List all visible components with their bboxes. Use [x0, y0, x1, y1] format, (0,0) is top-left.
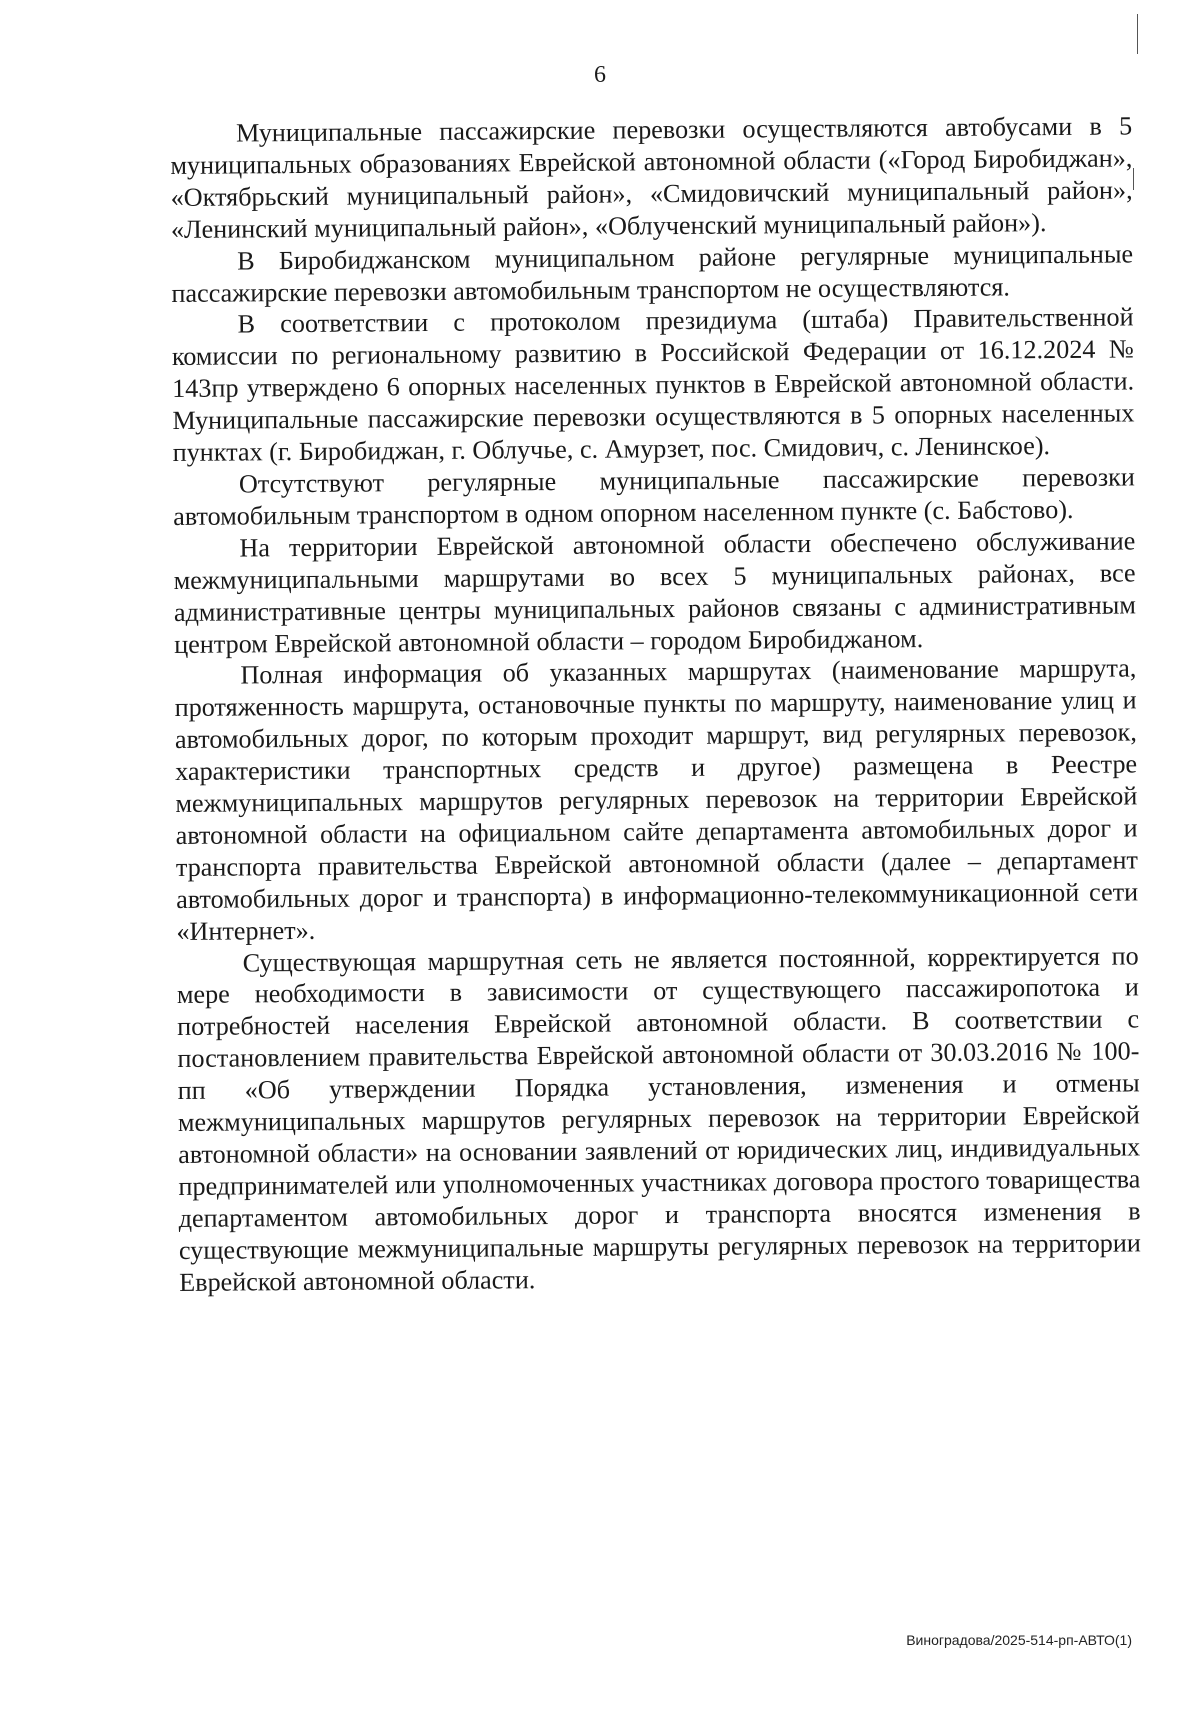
paragraph: Существующая маршрутная сеть не является постоянной, корректируется по мере необходимости в зависимости от существующего пассажиропотока и потребностей населения Еврейской автономной области. В соответствии с постановлением правительства Еврейской автономной области от 30.03.2016 № 100-пп «Об утверждении Порядка установления, изменения и отмены межмуниципальных маршрутов регулярных перевозок на территории Еврейской автономной области» на основании заявлений от юридических лиц, индивидуальных предпринимателей или уполномоченных участниках договора простого товарищества департаментом автомобильных дорог и транспорта вносятся изменения в существующие межмуниципальные маршруты регулярных перевозок на территории Еврейской автономной области. [176, 940, 1141, 1297]
paragraph: Муниципальные пассажирские перевозки осуществляются автобусами в 5 муниципальных образованиях Еврейской автономной области («Город Биробиджан», «Октябрьский муниципальный район», «Смидовичский муниципальный район», «Ленинский муниципальный район», «Облученский муниципальный район»). [170, 111, 1133, 244]
scan-edge-mark [1133, 168, 1134, 190]
paragraph: В Биробиджанском муниципальном районе регулярные муниципальные пассажирские перевозки автомобильным транспортом не осуществляются. [171, 239, 1134, 308]
paragraph: Полная информация об указанных маршрутах (наименование маршрута, протяженность маршрута, остановочные пункты по маршруту, наименование улиц и автомобильных дорог, по которым проходит маршрут, вид регулярных перевозок, характеристики транспортных средств и другое) размещена в Реестре межмуниципальных маршрутов регулярных перевозок на территории Еврейской автономной области на официальном сайте департамента автомобильных дорог и транспорта правительства Еврейской автономной области (далее – департамент автомобильных дорог и транспорта) в информационно-телекоммуникационной сети «Интернет». [174, 653, 1139, 946]
page-number: 6 [594, 62, 606, 88]
scan-edge-mark [1137, 14, 1138, 54]
document-footer-code: Виноградова/2025-514-рп-АВТО(1) [906, 1632, 1132, 1648]
document-body [170, 110, 1141, 1298]
paragraph: На территории Еврейской автономной области обеспечено обслуживание межмуниципальными маршрутами во всех 5 муниципальных районах, все административные центры муниципальных районов связаны с административным центром Еврейской автономной области – городом Биробиджаном. [173, 526, 1136, 659]
paragraph: Отсутствуют регулярные муниципальные пассажирские перевозки автомобильным транспортом в одном опорном населенном пункте (с. Бабстово). [173, 462, 1135, 531]
paragraph: В соответствии с протоколом президиума (штаба) Правительственной комиссии по региональному развитию в Российской Федерации от 16.12.2024 № 143пр утверждено 6 опорных населенных пунктов в Еврейской автономной области. Муниципальные пассажирские перевозки осуществляются в 5 опорных населенных пунктах (г. Биробиджан, г. Облучье, с. Амурзет, пос. Смидович, с. Ленинское). [171, 302, 1135, 468]
